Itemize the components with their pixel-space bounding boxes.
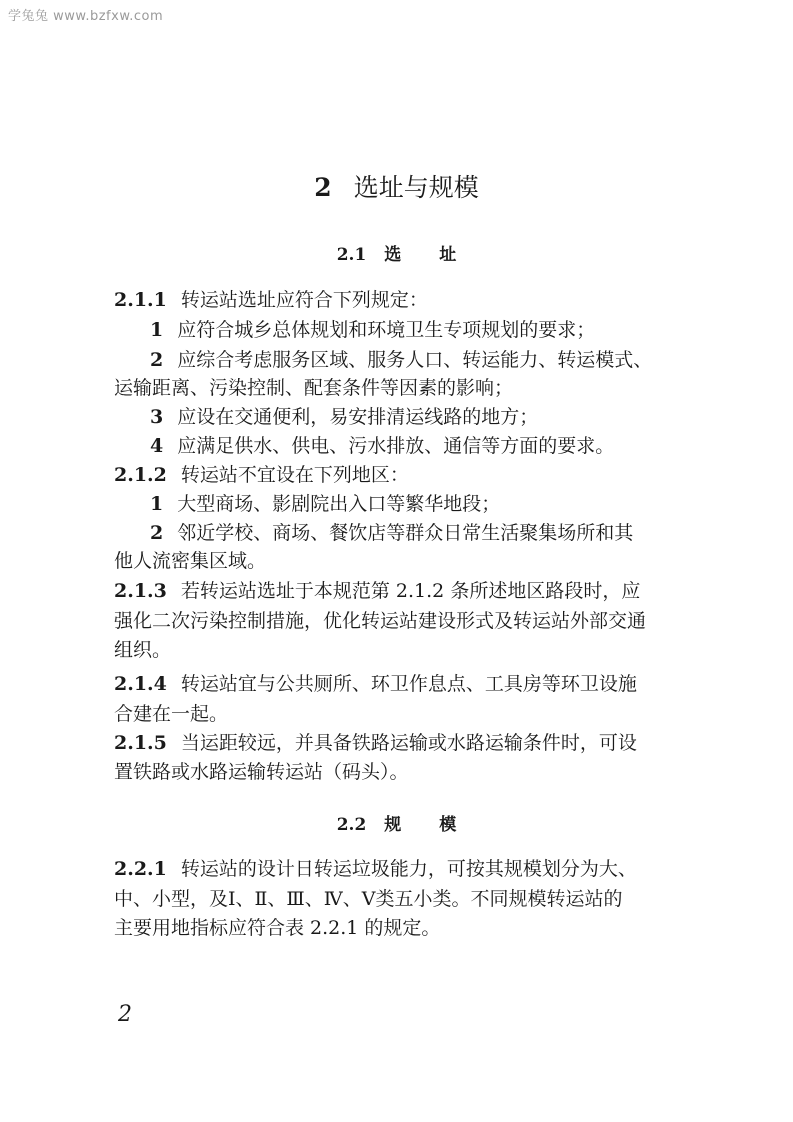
clause-2-2-1 [114,857,637,881]
chapter-heading [0,168,793,208]
section-title-char: 选 [384,245,402,265]
list-item [150,318,595,342]
list-item [150,521,633,545]
item-text: 他人流密集区域。 [114,550,267,572]
continuation-line [114,549,266,573]
watermark: 学兔兔 www.bzfxw.com [8,9,164,24]
clause-text: 置铁路或水路运输转运站（码头）。 [114,761,409,783]
clause-text: 转运站宜与公共厕所、环卫作息点、工具房等环卫设施 [180,673,637,695]
clause-text: 主要用地指标应符合表 2.2.1 的规定。 [114,917,441,939]
item-text: 应符合城乡总体规划和环境卫生专项规划的要求； [177,319,596,341]
clause-2-1-1 [114,288,428,312]
clause-number: 2.1.3 [114,580,167,602]
continuation-line [114,887,622,911]
clause-text: 强化二次污染控制措施，优化转运站建设形式及转运站外部交通 [114,610,647,632]
section-title-char: 模 [439,815,457,835]
item-text: 应综合考虑服务区域、服务人口、转运能力、转运模式、 [177,349,653,371]
clause-text: 合建在一起。 [114,703,229,725]
clause-number: 2.2.1 [114,858,167,880]
section-title-char: 址 [439,245,457,265]
clause-2-1-2 [114,463,409,487]
item-text: 应满足供水、供电、污水排放、通信等方面的要求。 [177,435,615,457]
list-item [150,405,538,429]
item-number: 4 [150,435,164,457]
item-number: 1 [150,319,164,341]
section-number: 2.1 [336,245,367,265]
chapter-number: 2 [314,173,332,202]
item-text: 运输距离、污染控制、配套条件等因素的影响； [114,377,514,399]
clause-number: 2.1.4 [114,673,167,695]
item-number: 3 [150,406,164,428]
item-text: 应设在交通便利，易安排清运线路的地方； [177,406,539,428]
chapter-title: 选址与规模 [353,173,479,202]
clause-number: 2.1.2 [114,464,167,486]
item-text: 邻近学校、商场、餐饮店等群众日常生活聚集场所和其 [177,522,634,544]
clause-number: 2.1.1 [114,289,167,311]
continuation-line [114,376,513,400]
continuation-line [114,609,646,633]
clause-2-1-4 [114,672,637,696]
clause-text: 当运距较远，并具备铁路运输或水路运输条件时，可设 [180,732,637,754]
clause-text: 组织。 [114,639,172,661]
list-item [150,434,614,458]
continuation-line [114,638,171,662]
item-number: 1 [150,493,164,515]
clause-number: 2.1.5 [114,732,167,754]
clause-text: 中、小型，及Ⅰ、Ⅱ、Ⅲ、Ⅳ、Ⅴ类五小类。不同规模转运站的 [114,888,623,910]
list-item [150,348,652,372]
section-number: 2.2 [336,815,367,835]
clause-text: 若转运站选址于本规范第 2.1.2 条所述地区路段时，应 [180,580,641,602]
item-text: 大型商场、影剧院出入口等繁华地段； [177,493,501,515]
clause-text: 转运站不宜设在下列地区： [180,464,409,486]
item-number: 2 [150,349,164,371]
clause-2-1-3 [114,579,640,603]
continuation-line [114,916,440,940]
continuation-line [114,760,409,784]
section-heading-2-1 [0,240,793,265]
list-item [150,492,500,516]
clause-text: 转运站的设计日转运垃圾能力，可按其规模划分为大、 [180,858,637,880]
clause-2-1-5 [114,731,637,755]
continuation-line [114,702,228,726]
clause-text: 转运站选址应符合下列规定： [180,289,428,311]
section-title-char: 规 [384,815,402,835]
page-number: 2 [118,1002,132,1027]
section-heading-2-2 [0,810,793,835]
item-number: 2 [150,522,164,544]
